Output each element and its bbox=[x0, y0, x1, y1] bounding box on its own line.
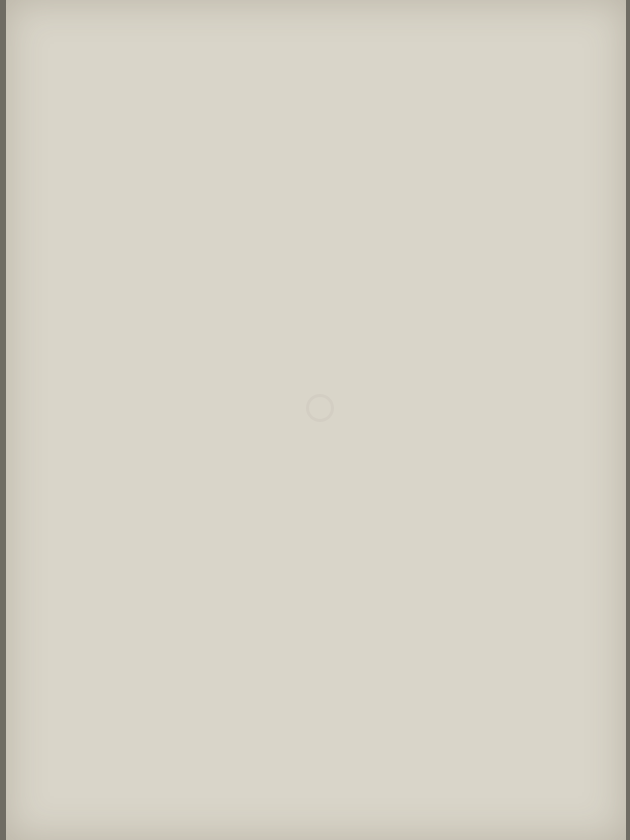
book-page bbox=[6, 0, 626, 840]
watermark-ring-icon bbox=[306, 394, 334, 422]
watermark-logo bbox=[306, 380, 396, 422]
